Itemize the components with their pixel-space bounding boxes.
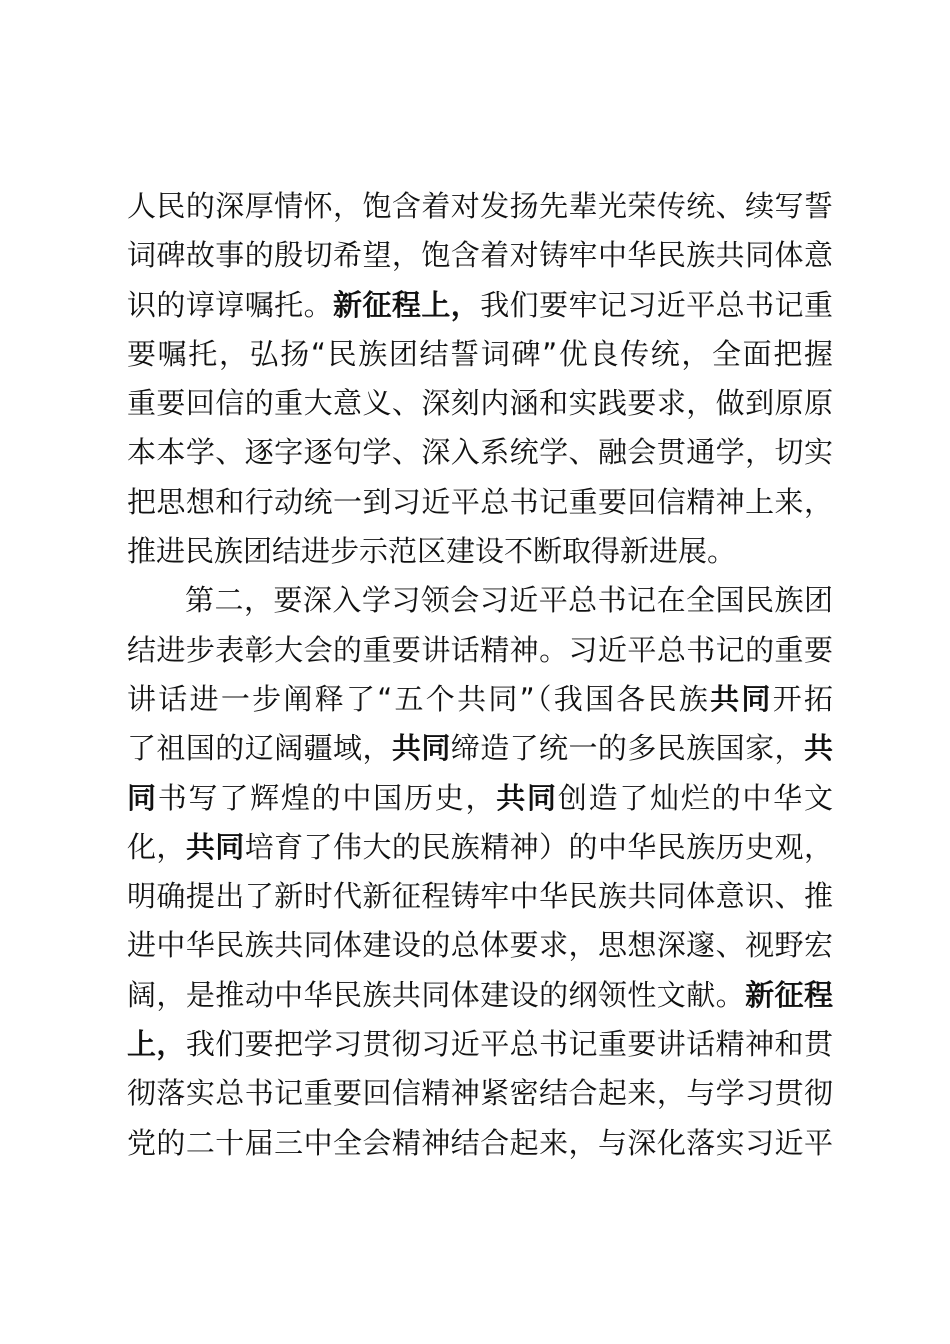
bold-emphasis-text: 共同 — [391, 731, 451, 766]
body-text: 进中华民族共同体建设的总体要求，思想深邃、视野宏 — [127, 928, 833, 963]
body-text: 了祖国的辽阔疆域， — [127, 731, 392, 766]
text-line — [127, 675, 833, 724]
body-text: 要嘱托，弘扬“民族团结誓词碑”优良传统，全面把握 — [127, 336, 833, 371]
text-line — [127, 182, 833, 231]
body-text: 识的谆谆嘱托。 — [127, 287, 334, 322]
body-text: 化， — [127, 829, 186, 864]
text-line — [127, 379, 833, 428]
body-text: 明确提出了新时代新征程铸牢中华民族共同体意识、推 — [127, 879, 833, 914]
body-text: 推进民族团结进步示范区建设不断取得新进展。 — [127, 534, 737, 569]
bold-emphasis-text: 共同 — [496, 780, 558, 815]
text-line — [127, 428, 833, 477]
body-text: 开拓 — [772, 681, 833, 716]
body-text: 重要回信的重大意义、深刻内涵和实践要求，做到原原 — [127, 386, 833, 421]
bold-emphasis-text: 共同 — [710, 681, 773, 716]
body-text: 彻落实总书记重要回信精神紧密结合起来，与学习贯彻 — [127, 1076, 833, 1111]
text-line — [127, 1119, 833, 1168]
text-line — [127, 1069, 833, 1118]
body-text: 讲话进一步阐释了“五个共同”（我国各民族 — [127, 681, 711, 716]
body-text: 本本学、逐字逐句学、深入系统学、融会贯通学，切实 — [127, 435, 833, 470]
body-text: 缔造了统一的多民族国家， — [450, 731, 804, 766]
body-text: 阔，是推动中华民族共同体建设的纲领性文献。 — [127, 977, 746, 1012]
body-text: 词碑故事的殷切希望，饱含着对铸牢中华民族共同体意 — [127, 238, 833, 273]
body-text: 人民的深厚情怀，饱含着对发扬先辈光荣传统、续写誓 — [127, 189, 833, 223]
body-text: 党的二十届三中全会精神结合起来，与深化落实习近平 — [127, 1125, 833, 1160]
body-text: 创造了灿烂的中华文 — [557, 780, 833, 815]
body-text: 第二，要深入学习领会习近平总书记在全国民族团 — [185, 583, 833, 618]
text-line — [127, 1020, 833, 1069]
body-text: 结进步表彰大会的重要讲话精神。习近平总书记的重要 — [127, 632, 833, 667]
document-body-text — [127, 182, 833, 1168]
text-line — [127, 872, 833, 921]
text-line — [127, 478, 833, 527]
body-text: 把思想和行动统一到习近平总书记重要回信精神上来， — [127, 484, 833, 519]
text-line — [127, 231, 833, 280]
body-text: 培育了伟大的民族精神）的中华民族历史观， — [244, 829, 833, 864]
body-text: 我们要牢记习近平总书记重 — [480, 287, 833, 322]
text-line — [127, 626, 833, 675]
body-text: 书写了辉煌的中国历史， — [157, 780, 497, 815]
bold-emphasis-text: 新征程 — [745, 977, 833, 1012]
text-line — [127, 724, 833, 773]
text-line — [127, 971, 833, 1020]
bold-emphasis-text: 新征程上， — [333, 287, 481, 322]
text-line — [127, 330, 833, 379]
text-line — [127, 281, 833, 330]
bold-emphasis-text: 共同 — [185, 829, 245, 864]
paragraph-first-line — [127, 576, 833, 625]
text-line — [127, 527, 833, 576]
text-line — [127, 921, 833, 970]
body-text: 我们要把学习贯彻习近平总书记重要讲话精神和贯 — [185, 1027, 833, 1062]
text-line — [127, 774, 833, 823]
text-line — [127, 823, 833, 872]
bold-emphasis-text: 共 — [803, 731, 833, 766]
bold-emphasis-text: 同 — [127, 780, 158, 815]
bold-emphasis-text: 上， — [127, 1027, 186, 1062]
